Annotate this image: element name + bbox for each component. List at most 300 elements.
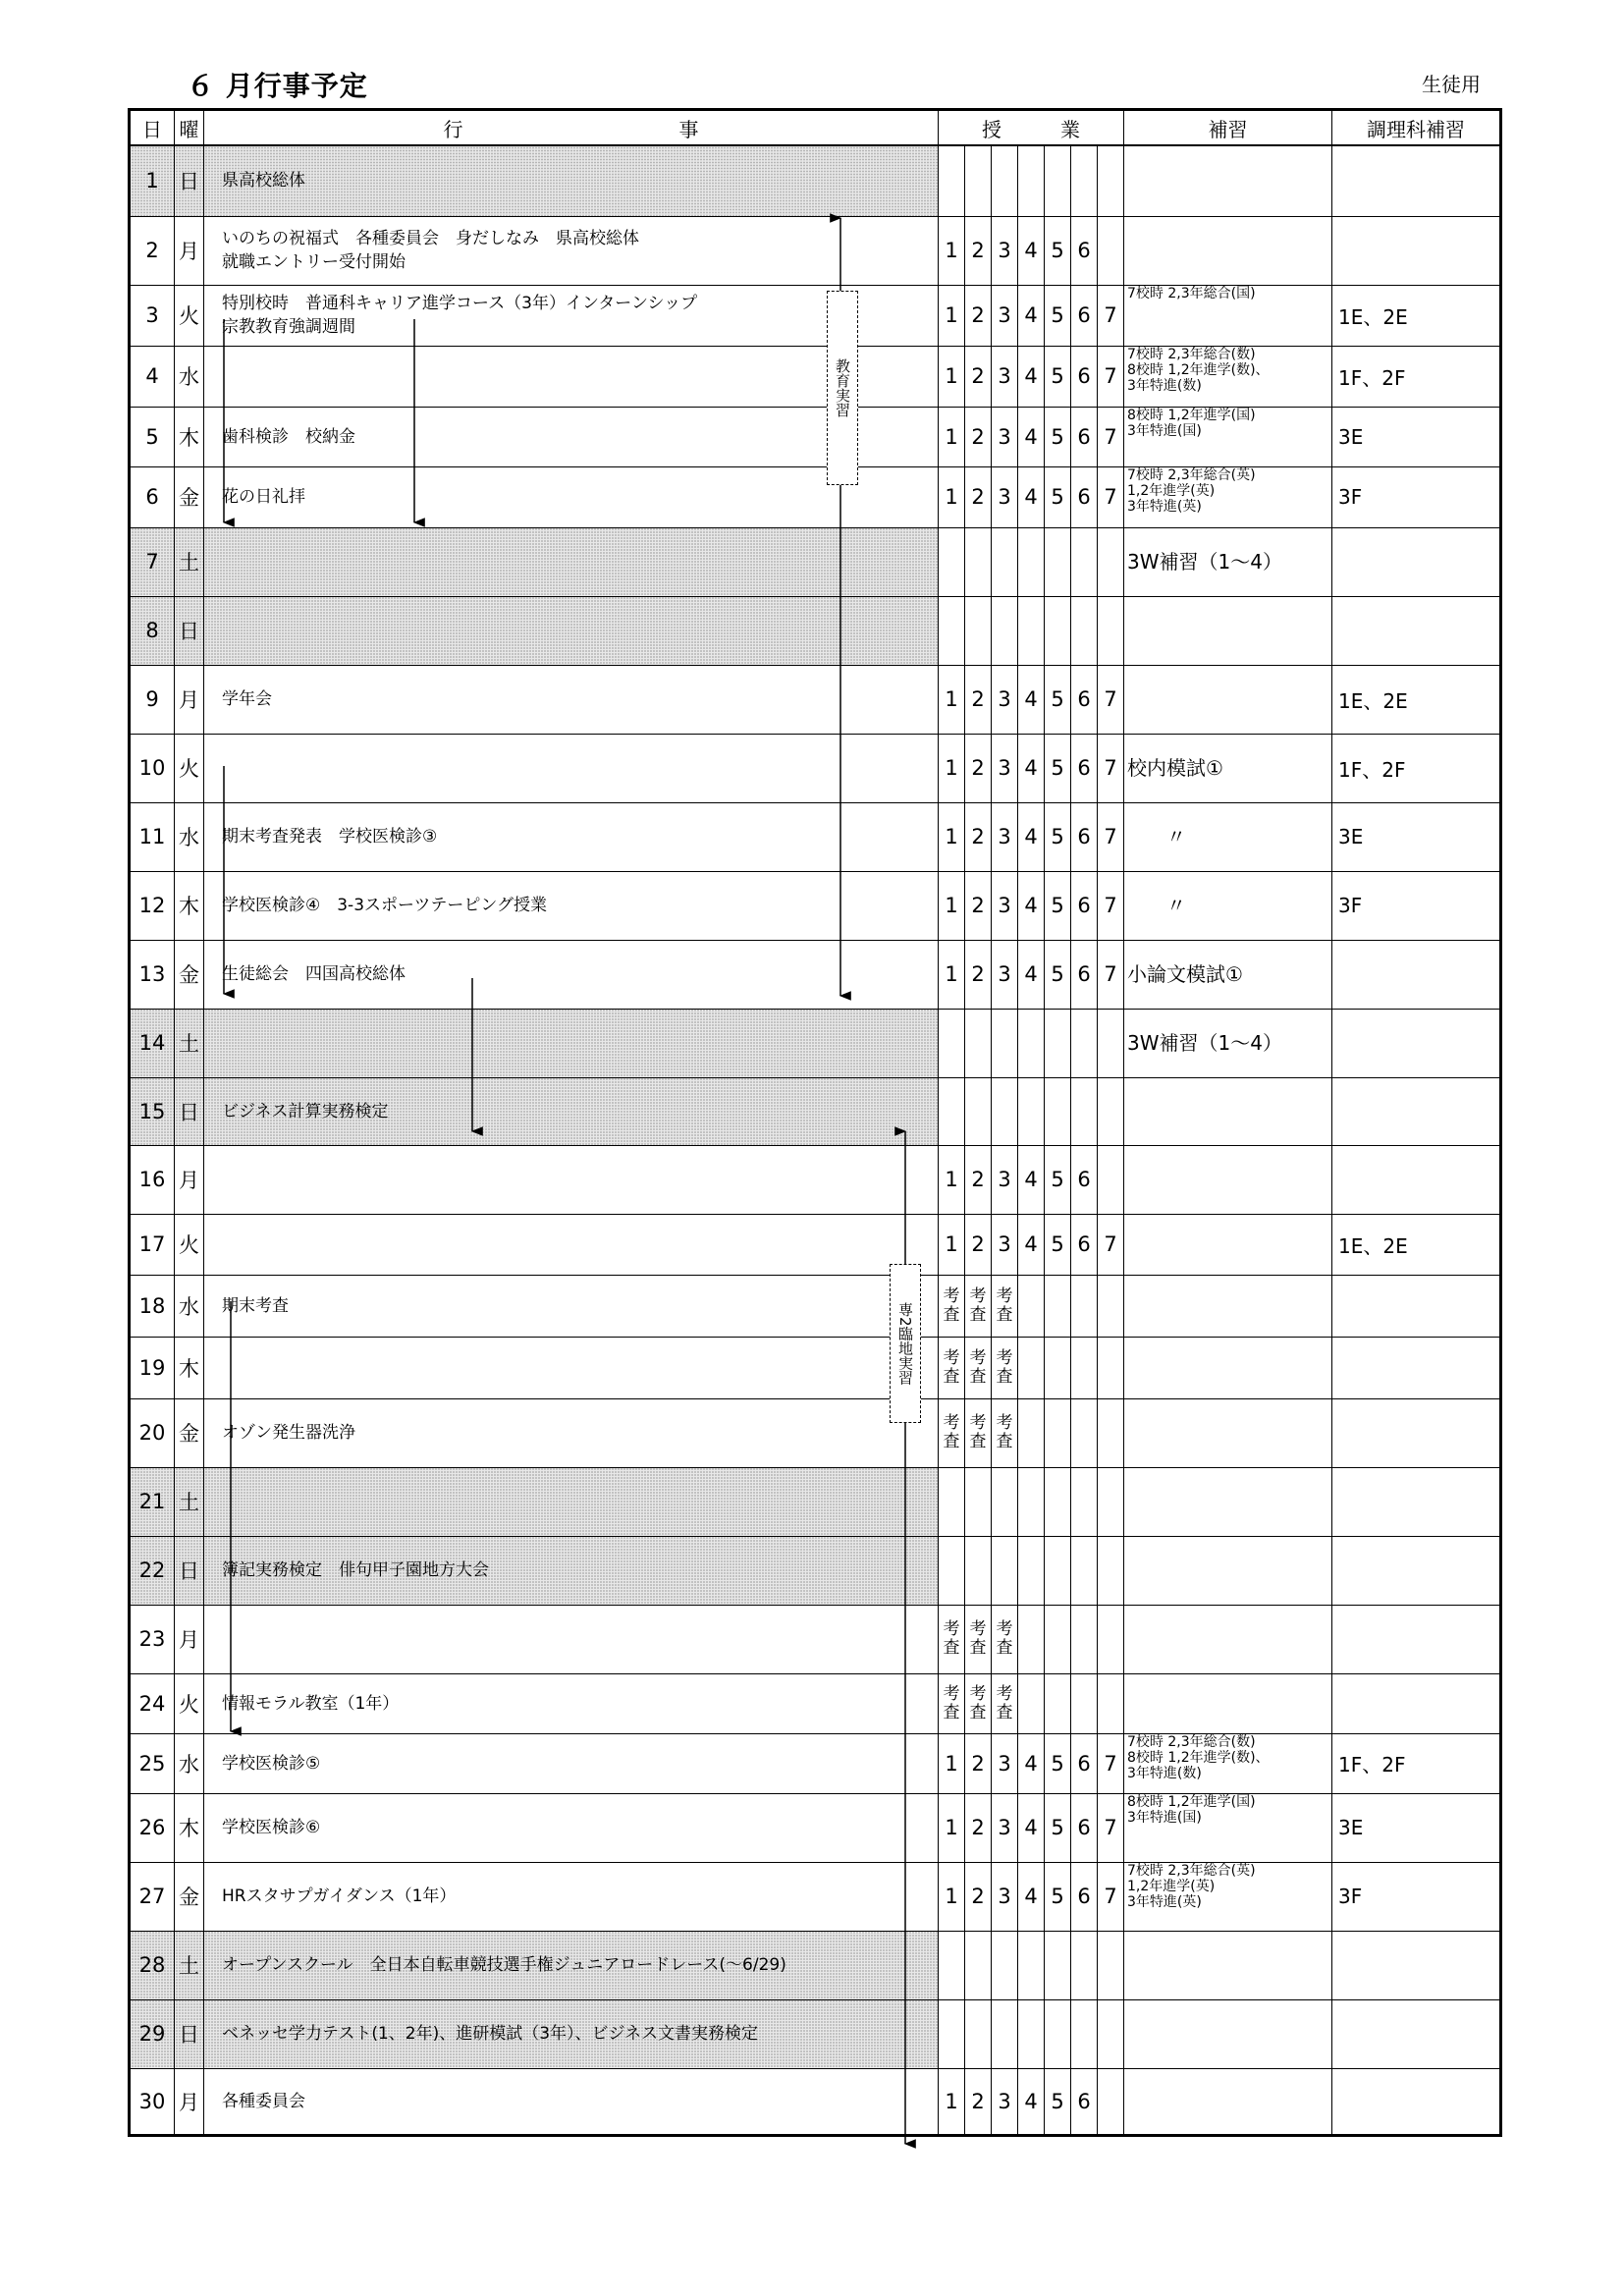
- exam-mark: 考 査: [969, 1683, 987, 1722]
- period-cell: [992, 940, 1018, 1009]
- event-cell: [204, 145, 939, 216]
- day-number: 22: [130, 1536, 175, 1605]
- period-cell: [1098, 1337, 1124, 1398]
- period-cell: [965, 1077, 992, 1145]
- day-number: 27: [130, 1862, 175, 1931]
- hoshu-cell: [1124, 665, 1332, 734]
- period-cell: [939, 940, 965, 1009]
- period-number: 7: [1104, 424, 1117, 449]
- header-hoshu: 補習: [1124, 110, 1332, 146]
- header-classes: 授 業: [939, 110, 1124, 146]
- exam-mark: 考 査: [996, 1347, 1013, 1387]
- period-number: 3: [998, 424, 1011, 449]
- period-number: 4: [1024, 1816, 1038, 1839]
- period-number: 3: [998, 962, 1011, 986]
- hoshu-cell: [1124, 1536, 1332, 1605]
- day-of-week: 土: [175, 1931, 204, 1999]
- day-row: [130, 1536, 1501, 1605]
- period-cell: [1098, 802, 1124, 871]
- event-cell: [204, 1536, 939, 1605]
- period-cell: [1071, 802, 1098, 871]
- period-cell: [1098, 1275, 1124, 1337]
- period-cell: [939, 1337, 965, 1398]
- period-cell: [965, 665, 992, 734]
- period-cell: [939, 216, 965, 285]
- period-cell: [1045, 1077, 1071, 1145]
- event-cell: [204, 1999, 939, 2068]
- period-number: 2: [971, 485, 985, 509]
- period-number: 2: [971, 1168, 985, 1191]
- period-cell: [992, 1467, 1018, 1536]
- cooking-cell: 3F: [1332, 1862, 1501, 1931]
- period-number: 7: [1104, 1885, 1117, 1908]
- period-number: 3: [998, 756, 1011, 780]
- day-number: 19: [130, 1337, 175, 1398]
- hoshu-cell: [1124, 1673, 1332, 1733]
- kyoiku-jisshu-label: 教育実習: [827, 291, 858, 485]
- period-cell: [965, 216, 992, 285]
- event-cell: [204, 871, 939, 940]
- cooking-cell: 1F、2F: [1332, 1733, 1501, 1793]
- period-number: 1: [945, 687, 958, 711]
- event-cell: [204, 216, 939, 285]
- period-cell: [992, 596, 1018, 665]
- event-cell: [204, 1145, 939, 1214]
- period-cell: [992, 1605, 1018, 1673]
- day-of-week: 土: [175, 1467, 204, 1536]
- exam-mark: 考 査: [943, 1347, 960, 1387]
- period-cell: [1098, 2068, 1124, 2135]
- period-cell: [1018, 1733, 1045, 1793]
- period-cell: [1018, 1793, 1045, 1862]
- cooking-cell: [1332, 1009, 1501, 1077]
- period-cell: [1045, 1931, 1071, 1999]
- period-number: 1: [945, 1751, 958, 1776]
- period-cell: [992, 871, 1018, 940]
- period-cell: [1045, 665, 1071, 734]
- day-of-week: 水: [175, 346, 204, 407]
- event-text: 簿記実務検定 俳句甲子園地方大会: [222, 1560, 489, 1580]
- day-row: [130, 216, 1501, 285]
- day-number: 23: [130, 1605, 175, 1673]
- day-of-week: 月: [175, 1605, 204, 1673]
- hoshu-cell: [1124, 1077, 1332, 1145]
- period-number: 6: [1077, 1232, 1091, 1256]
- period-number: 3: [998, 825, 1011, 848]
- period-cell: [1018, 1145, 1045, 1214]
- day-number: 21: [130, 1467, 175, 1536]
- period-number: 7: [1104, 825, 1117, 848]
- cooking-cell: [1332, 216, 1501, 285]
- period-cell: [965, 1009, 992, 1077]
- hoshu-cell: [1124, 1931, 1332, 1999]
- schedule-body: [130, 145, 1501, 2135]
- day-row: [130, 346, 1501, 407]
- hoshu-text: 8校時 1,2年進学(国) 3年特進(国): [1127, 407, 1256, 439]
- cooking-cell: [1332, 1931, 1501, 1999]
- period-cell: [939, 596, 965, 665]
- period-number: 5: [1051, 1168, 1064, 1191]
- period-cell: [992, 1999, 1018, 2068]
- event-cell: [204, 2068, 939, 2135]
- day-number: 26: [130, 1793, 175, 1862]
- hoshu-text: 7校時 2,3年総合(英) 1,2年進学(英) 3年特進(英): [1127, 466, 1256, 515]
- day-row: [130, 1862, 1501, 1931]
- period-number: 3: [998, 1751, 1011, 1776]
- event-text: 学校医検診⑥: [222, 1818, 321, 1837]
- day-row: [130, 1077, 1501, 1145]
- period-cell: [992, 1009, 1018, 1077]
- period-cell: [939, 145, 965, 216]
- event-text: 生徒総会 四国高校総体: [222, 964, 406, 984]
- day-number: 3: [130, 285, 175, 346]
- period-number: 1: [945, 485, 958, 509]
- period-cell: [992, 1793, 1018, 1862]
- day-number: 16: [130, 1145, 175, 1214]
- event-cell: [204, 1793, 939, 1862]
- period-cell: [1098, 1733, 1124, 1793]
- hoshu-cell: [1124, 940, 1332, 1009]
- day-row: [130, 1467, 1501, 1536]
- period-cell: [965, 871, 992, 940]
- period-number: 3: [998, 485, 1011, 509]
- hoshu-cell: [1124, 1733, 1332, 1793]
- day-row: [130, 1793, 1501, 1862]
- period-number: 4: [1024, 962, 1038, 986]
- hoshu-text: 3W補習（1～4）: [1127, 550, 1282, 574]
- hoshu-cell: [1124, 1145, 1332, 1214]
- period-cell: [1018, 734, 1045, 802]
- period-number: 4: [1024, 485, 1038, 509]
- period-cell: [1071, 466, 1098, 527]
- event-cell: [204, 1214, 939, 1275]
- hoshu-cell: [1124, 1862, 1332, 1931]
- event-cell: [204, 665, 939, 734]
- exam-mark: 考 査: [969, 1347, 987, 1387]
- event-cell: [204, 1733, 939, 1793]
- hoshu-cell: [1124, 1398, 1332, 1467]
- hoshu-cell: [1124, 871, 1332, 940]
- period-cell: [992, 665, 1018, 734]
- day-row: [130, 1673, 1501, 1733]
- period-cell: [965, 145, 992, 216]
- event-text: オープンスクール 全日本自転車競技選手権ジュニアロードレース(～6/29): [222, 1955, 786, 1975]
- day-row: [130, 596, 1501, 665]
- period-cell: [992, 1733, 1018, 1793]
- exam-mark: 考 査: [996, 1285, 1013, 1325]
- period-cell: [1045, 1862, 1071, 1931]
- period-cell: [1018, 1009, 1045, 1077]
- day-row: [130, 940, 1501, 1009]
- period-cell: [1045, 802, 1071, 871]
- period-number: 6: [1077, 364, 1091, 388]
- rinchi-jisshu-label: 専2臨地実習: [890, 1264, 921, 1423]
- hoshu-cell: [1124, 527, 1332, 596]
- period-cell: [992, 527, 1018, 596]
- period-number: 6: [1077, 303, 1091, 327]
- period-cell: [1071, 1077, 1098, 1145]
- event-cell: [204, 1931, 939, 1999]
- cooking-cell: 3F: [1332, 466, 1501, 527]
- event-text: ベネッセ学力テスト(1、2年)、進研模試（3年）、ビジネス文書実務検定: [222, 2024, 759, 2044]
- period-number: 1: [945, 1885, 958, 1908]
- day-of-week: 水: [175, 1275, 204, 1337]
- day-of-week: 土: [175, 527, 204, 596]
- period-cell: [1098, 1931, 1124, 1999]
- period-cell: [1071, 734, 1098, 802]
- period-cell: [1071, 1145, 1098, 1214]
- period-number: 2: [971, 894, 985, 917]
- cooking-cell: [1332, 940, 1501, 1009]
- hoshu-cell: [1124, 1999, 1332, 2068]
- hoshu-cell: [1124, 466, 1332, 527]
- period-number: 2: [971, 1751, 985, 1776]
- event-cell: [204, 527, 939, 596]
- period-number: 1: [945, 1232, 958, 1256]
- period-number: 5: [1051, 2089, 1064, 2113]
- period-number: 4: [1024, 1885, 1038, 1908]
- hoshu-text: 3W補習（1～4）: [1127, 1031, 1282, 1055]
- cooking-cell: [1332, 1275, 1501, 1337]
- event-text: 期末考査発表 学校医検診③: [222, 827, 438, 847]
- period-cell: [1018, 1337, 1045, 1398]
- day-row: [130, 734, 1501, 802]
- period-number: 5: [1051, 825, 1064, 848]
- period-cell: [1045, 596, 1071, 665]
- day-number: 14: [130, 1009, 175, 1077]
- period-number: 5: [1051, 424, 1064, 449]
- period-cell: [965, 940, 992, 1009]
- period-number: 4: [1024, 894, 1038, 917]
- period-cell: [1045, 285, 1071, 346]
- period-number: 2: [971, 303, 985, 327]
- day-of-week: 日: [175, 596, 204, 665]
- day-of-week: 月: [175, 216, 204, 285]
- header-cooking: 調理科補習: [1332, 110, 1501, 146]
- day-row: [130, 1275, 1501, 1337]
- period-cell: [1045, 527, 1071, 596]
- period-cell: [1071, 665, 1098, 734]
- period-cell: [1045, 1605, 1071, 1673]
- period-cell: [1098, 734, 1124, 802]
- period-cell: [1045, 2068, 1071, 2135]
- period-cell: [965, 1793, 992, 1862]
- schedule-table: [128, 108, 1502, 2137]
- day-of-week: 金: [175, 466, 204, 527]
- period-number: 3: [998, 239, 1011, 262]
- period-cell: [1071, 346, 1098, 407]
- period-cell: [1098, 1077, 1124, 1145]
- period-cell: [965, 1999, 992, 2068]
- cooking-cell: [1332, 1145, 1501, 1214]
- period-cell: [1018, 285, 1045, 346]
- day-row: [130, 1337, 1501, 1398]
- cooking-cell: [1332, 2068, 1501, 2135]
- day-of-week: 火: [175, 734, 204, 802]
- day-of-week: 木: [175, 1337, 204, 1398]
- event-cell: [204, 1275, 939, 1337]
- period-number: 4: [1024, 2089, 1038, 2113]
- day-row: [130, 285, 1501, 346]
- day-row: [130, 1214, 1501, 1275]
- period-number: 4: [1024, 364, 1038, 388]
- day-number: 10: [130, 734, 175, 802]
- period-cell: [1071, 145, 1098, 216]
- cooking-cell: [1332, 145, 1501, 216]
- exam-mark: 考 査: [943, 1683, 960, 1722]
- period-cell: [1045, 871, 1071, 940]
- exam-mark: 考 査: [969, 1619, 987, 1658]
- day-number: 30: [130, 2068, 175, 2135]
- period-number: 6: [1077, 2089, 1091, 2113]
- event-cell: [204, 1337, 939, 1398]
- period-cell: [992, 216, 1018, 285]
- day-number: 28: [130, 1931, 175, 1999]
- cooking-cell: [1332, 1337, 1501, 1398]
- period-cell: [1045, 940, 1071, 1009]
- event-text: 宗教教育強調週間: [222, 317, 355, 337]
- period-cell: [1071, 871, 1098, 940]
- period-cell: [939, 734, 965, 802]
- day-of-week: 火: [175, 1673, 204, 1733]
- period-cell: [1018, 1605, 1045, 1673]
- day-of-week: 火: [175, 1214, 204, 1275]
- period-cell: [1018, 1931, 1045, 1999]
- period-number: 7: [1104, 962, 1117, 986]
- day-of-week: 日: [175, 145, 204, 216]
- period-cell: [1071, 407, 1098, 466]
- period-cell: [1018, 1999, 1045, 2068]
- period-cell: [1018, 596, 1045, 665]
- period-cell: [965, 1536, 992, 1605]
- day-number: 2: [130, 216, 175, 285]
- event-cell: [204, 1398, 939, 1467]
- period-number: 6: [1077, 687, 1091, 711]
- period-cell: [992, 1145, 1018, 1214]
- period-cell: [1098, 407, 1124, 466]
- period-number: 2: [971, 825, 985, 848]
- period-cell: [1018, 1398, 1045, 1467]
- period-cell: [1045, 1999, 1071, 2068]
- day-row: [130, 466, 1501, 527]
- period-number: 7: [1104, 485, 1117, 509]
- hoshu-cell: [1124, 346, 1332, 407]
- hoshu-cell: [1124, 2068, 1332, 2135]
- period-cell: [1045, 1214, 1071, 1275]
- period-cell: [1018, 527, 1045, 596]
- period-number: 3: [998, 1816, 1011, 1839]
- day-of-week: 金: [175, 1862, 204, 1931]
- period-cell: [965, 1733, 992, 1793]
- day-number: 6: [130, 466, 175, 527]
- period-number: 3: [998, 894, 1011, 917]
- period-number: 2: [971, 756, 985, 780]
- period-cell: [992, 1536, 1018, 1605]
- period-cell: [1098, 1605, 1124, 1673]
- period-cell: [965, 802, 992, 871]
- event-text: 学校医検診④ 3-3スポーツテーピング授業: [222, 896, 547, 915]
- period-cell: [992, 1077, 1018, 1145]
- event-text: 就職エントリー受付開始: [222, 252, 406, 272]
- period-cell: [939, 871, 965, 940]
- period-cell: [1071, 1467, 1098, 1536]
- period-cell: [965, 1862, 992, 1931]
- day-number: 8: [130, 596, 175, 665]
- period-cell: [939, 346, 965, 407]
- day-of-week: 木: [175, 1793, 204, 1862]
- period-cell: [992, 802, 1018, 871]
- period-cell: [1098, 466, 1124, 527]
- cooking-cell: [1332, 1536, 1501, 1605]
- period-number: 1: [945, 1168, 958, 1191]
- period-cell: [939, 1862, 965, 1931]
- day-row: [130, 802, 1501, 871]
- cooking-cell: [1332, 1398, 1501, 1467]
- period-cell: [1098, 1536, 1124, 1605]
- period-cell: [939, 285, 965, 346]
- period-cell: [1018, 871, 1045, 940]
- period-cell: [1071, 1999, 1098, 2068]
- period-number: 4: [1024, 239, 1038, 262]
- period-number: 4: [1024, 303, 1038, 327]
- day-row: [130, 1009, 1501, 1077]
- day-of-week: 月: [175, 665, 204, 734]
- period-number: 2: [971, 364, 985, 388]
- cooking-cell: [1332, 596, 1501, 665]
- hoshu-text: 7校時 2,3年総合(数) 8校時 1,2年進学(数)、 3年特進(数): [1127, 1733, 1270, 1781]
- period-number: 5: [1051, 894, 1064, 917]
- period-number: 4: [1024, 825, 1038, 848]
- cooking-cell: 1E、2E: [1332, 665, 1501, 734]
- period-cell: [1045, 407, 1071, 466]
- period-cell: [939, 1145, 965, 1214]
- day-row: [130, 665, 1501, 734]
- period-cell: [1098, 527, 1124, 596]
- exam-mark: 考 査: [943, 1619, 960, 1658]
- period-number: 1: [945, 364, 958, 388]
- event-text: 学年会: [222, 689, 272, 709]
- period-cell: [965, 596, 992, 665]
- header-row: [130, 110, 1501, 146]
- event-text: 期末考査: [222, 1295, 289, 1316]
- period-cell: [1045, 1398, 1071, 1467]
- day-number: 20: [130, 1398, 175, 1467]
- period-number: 4: [1024, 1751, 1038, 1776]
- hoshu-cell: [1124, 216, 1332, 285]
- period-number: 3: [998, 303, 1011, 327]
- day-row: [130, 1931, 1501, 1999]
- period-cell: [1098, 1145, 1124, 1214]
- day-number: 12: [130, 871, 175, 940]
- period-cell: [939, 407, 965, 466]
- page-title: ６ 月行事予定: [187, 70, 368, 102]
- period-cell: [1018, 216, 1045, 285]
- day-number: 15: [130, 1077, 175, 1145]
- period-number: 5: [1051, 1751, 1064, 1776]
- hoshu-cell: [1124, 1467, 1332, 1536]
- period-cell: [1018, 407, 1045, 466]
- period-cell: [1018, 1536, 1045, 1605]
- day-of-week: 日: [175, 1536, 204, 1605]
- period-cell: [1071, 1673, 1098, 1733]
- hoshu-text: 〃: [1127, 825, 1186, 848]
- period-cell: [992, 1214, 1018, 1275]
- period-cell: [992, 466, 1018, 527]
- exam-mark: 考 査: [996, 1619, 1013, 1658]
- period-cell: [965, 1931, 992, 1999]
- period-cell: [1071, 285, 1098, 346]
- period-cell: [965, 285, 992, 346]
